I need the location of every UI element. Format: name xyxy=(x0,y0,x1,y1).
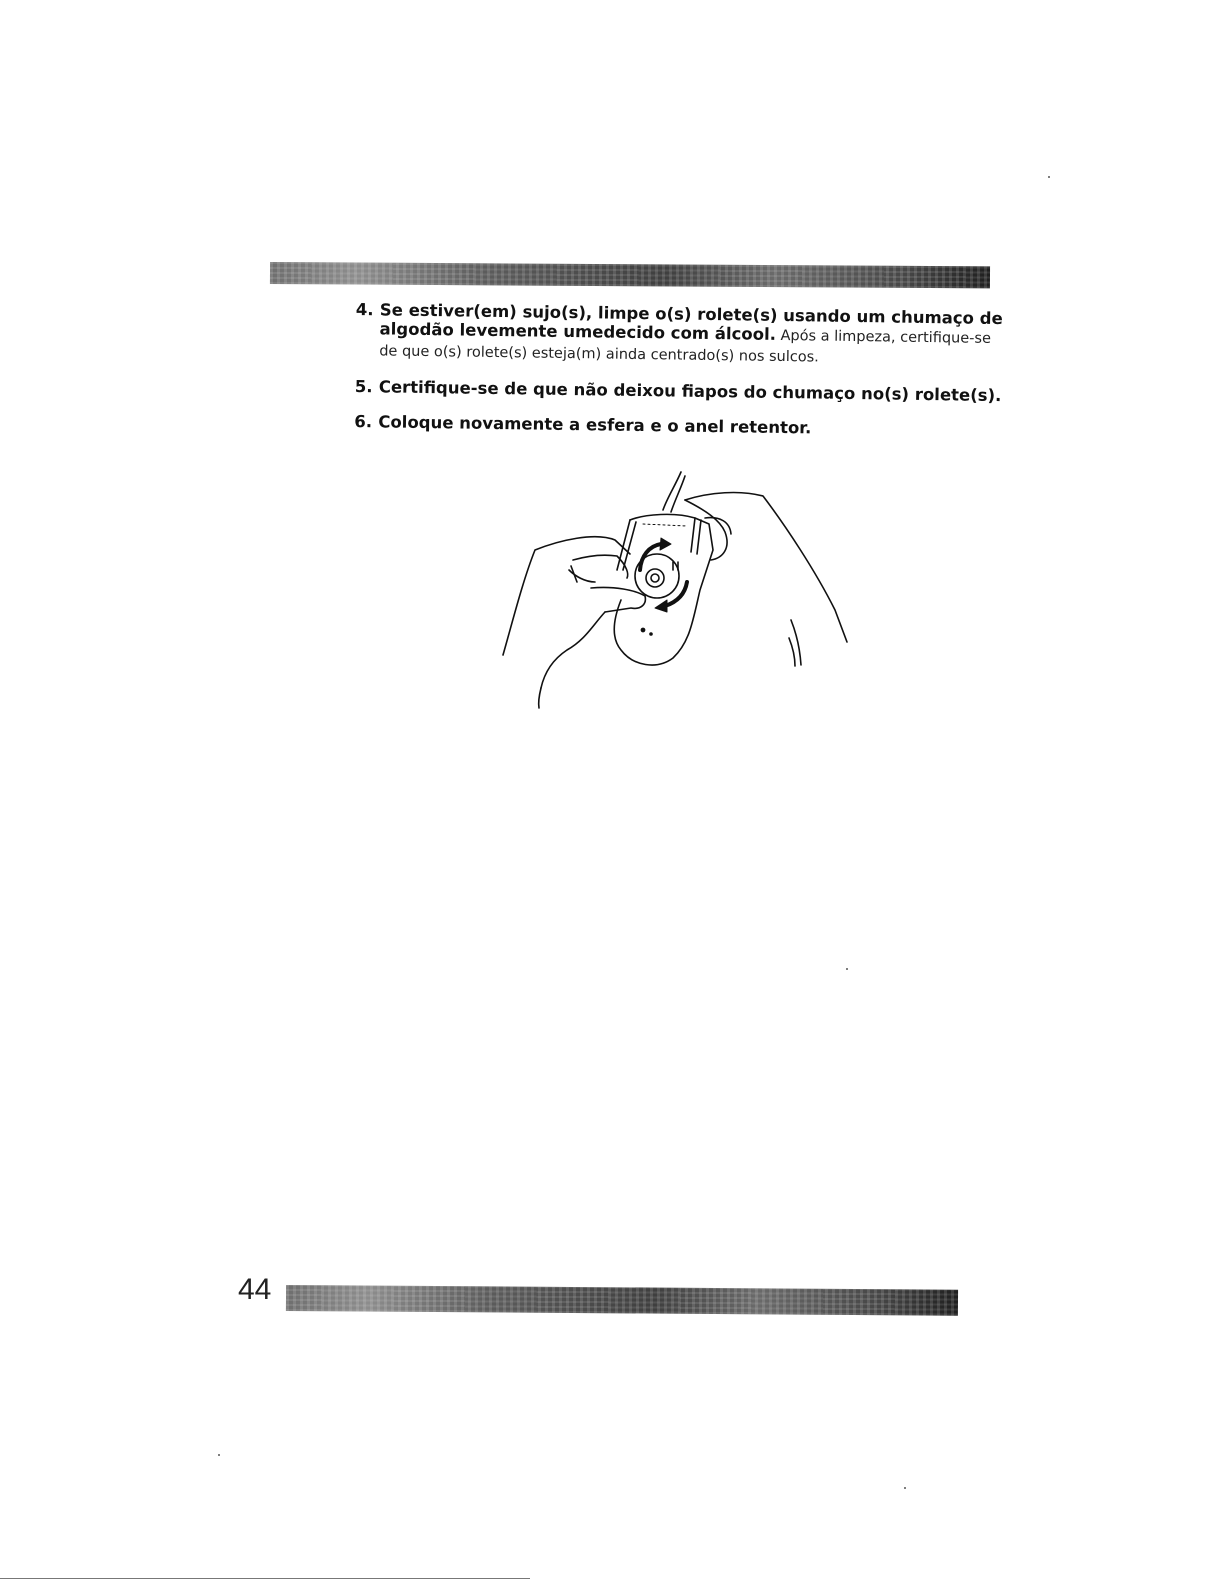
step-number: 5. xyxy=(354,377,373,397)
instruction-steps xyxy=(352,300,1004,456)
step-number: 6. xyxy=(354,412,373,432)
step-5 xyxy=(353,377,1003,405)
step-instruction: Se estiver(em) sujo(s), limpe o(s) rolete(s) usando um chumaço de algodão levemente umedecido com álcool. xyxy=(379,300,1003,344)
step-number: 4. xyxy=(355,300,374,320)
footer-band xyxy=(286,1285,958,1316)
scan-speck xyxy=(218,1454,220,1456)
scan-edge-line xyxy=(0,1578,530,1579)
scan-speck xyxy=(846,968,848,970)
header-band xyxy=(270,262,990,288)
scan-speck xyxy=(1048,176,1050,178)
hands-cleaning-mouse-ball-icon xyxy=(495,470,865,710)
step-4 xyxy=(353,300,1004,370)
step-6 xyxy=(352,412,1002,440)
page-number: 44 xyxy=(238,1273,272,1306)
step-detail: Após a limpeza, certifique-se de que o(s) rolete(s) esteja(m) ainda centrado(s) nos sulcos. xyxy=(379,327,992,366)
scan-speck xyxy=(904,1487,906,1489)
step-instruction: Certifique-se de que não deixou fiapos do chumaço no(s) rolete(s). xyxy=(378,377,1002,406)
step-instruction: Coloque novamente a esfera e o anel retentor. xyxy=(378,412,812,438)
